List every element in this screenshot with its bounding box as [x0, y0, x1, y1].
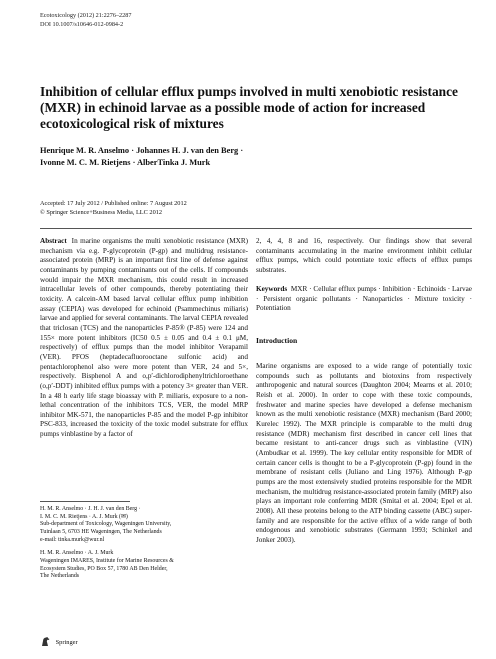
author-list — [40, 145, 370, 168]
affiliation-email: e-mail: tinka.murk@wur.nl — [40, 536, 105, 543]
introduction-text: Marine organisms are exposed to a wide range of potentially toxic compounds such as pollutants and biotoxins from respectively anthropogenic and natural sources (Daughton 2004; Mearns et al. 2010; Reish et al. 2000). In order to cope with these toxic compounds, freshwater and marine species have developed a defense mechanism known as the multi xenobiotic resistance (MXR) mechanism (Bard 2000; Kurelec 1992). The MXR principle is comparable to the multi drug resistance (MDR) mechanism first described in cancer cell lines that became resistant to anti-cancer drugs such as vinblastine (VIN) (Ambudkar et al. 1999). The key cellular entity responsible for MDR of certain cancer cells is thought to be a P-glycoprotein (P-gp) found in the membrane of resistant cells (Juliano and Ling 1976). Although P-gp pumps are the most extensively studied proteins responsible for the MDR mechanism, the multidrug resistance-associated protein family (MRP) also plays an important role conferring MDR (Smital et al. 2004; Epel et al. 2008). All these proteins belong to the ATP binding cassette (ABC) super-family and are responsible for the active efflux of a wide range of both endogenous and xenobiotic substrates (Germann 1993; Schinkel and Jonker 2003). — [256, 362, 472, 544]
affiliation-line: Wageningen IMARES, Institute for Marine Resources & — [40, 557, 174, 564]
journal-citation: Ecotoxicology (2012) 21:2276–2287 — [40, 12, 132, 19]
journal-header — [40, 12, 131, 29]
affiliation-line: H. M. R. Anselmo · J. H. J. van den Berg · — [40, 506, 141, 512]
abstract-label: Abstract — [40, 237, 67, 245]
affiliation-divider — [40, 501, 130, 502]
affiliation-line: Tuinlaan 5, 6703 HE Wageningen, The Netherlands — [40, 528, 162, 535]
page-footer — [40, 636, 472, 649]
header-divider — [40, 228, 472, 229]
doi: DOI 10.1007/s10646-012-0984-2 — [40, 20, 124, 28]
affiliation-line: I. M. C. M. Rietjens · A. J. Murk (✉) — [40, 513, 128, 520]
article-title: Inhibition of cellular efflux pumps involved in multi xenobiotic resistance (MXR) in echinoid larvae as a possible mode of action for increased ecotoxicological risk of mixtures — [40, 84, 458, 131]
authors-line-1: Henrique M. R. Anselmo · Johannes H. J. van den Berg · — [40, 146, 244, 155]
authors-line-2: Ivonne M. C. M. Rietjens · AlberTinka J. Murk — [40, 157, 211, 167]
affiliation-line: H. M. R. Anselmo · A. J. Murk — [40, 550, 114, 557]
affiliation-line: The Netherlands — [40, 573, 80, 580]
article-dates — [40, 200, 187, 217]
springer-horse-icon — [40, 636, 51, 649]
introduction-heading: Introduction — [256, 336, 298, 345]
keywords-text: MXR · Cellular efflux pumps · Inhibition · Echinoids · Larvae · Persistent organic pollutants · Nanoparticles · Mixture toxicity · Potentiation — [256, 285, 472, 313]
affiliation-line: Ecosystem Studies, PO Box 57, 1780 AB Den Helder, — [40, 565, 168, 572]
keywords-label: Keywords — [256, 285, 288, 293]
abstract-continuation-column — [256, 237, 472, 276]
abstract-continuation: 2, 4, 4, 8 and 16, respectively. Our findings show that several contaminants accumulating in the marine environment inhibit cellular efflux pumps, which could potentiate toxic effects of efflux pumps substrates. — [256, 237, 472, 274]
affiliation-line: Sub-department of Toxicology, Wageningen University, — [40, 521, 172, 528]
abstract-text: In marine organisms the multi xenobiotic resistance (MXR) mechanism via e.g. P-glycoprotein (P-gp) and multidrug resistance-associated protein (MRP) is an important first line of defense against contaminants by pumping contaminants out of the cells. If compounds would impair the MXR mechanism, this could result in increased intracellular levels of other compounds, thereby potentiating their toxicity. A calcein-AM based larval cellular efflux pump inhibition assay (CEPIA) was developed for echinoid (Psammechinus miliaris) larvae and applied for several contaminants. The larval CEPIA revealed that triclosan (TCS) and the nanoparticles P-85® (P-85) were 124 and 155× more potent inhibitors (IC50 0.5 ± 0.05 and 0.4 ± 0.1 μM, respectively) of efflux pumps than the model inhibitor Verapamil (VER). PFOS (heptadecafluorooctane sulfonic acid) and pentachlorophenol also were more potent than VER, 24 and 5×, respectively. Bisphenol A and o,p′-dichlorodiphenyltrichloroethane (o,p′-DDT) inhibited efflux pumps with a potency 3× greater than VER. In a 48 h early life stage bioassay with P. miliaris, exposure to a non-lethal concentration of the inhibitors TCS, VER, the model MRP inhibitor MK-571, the nanoparticles P-85 and the model P-gp inhibitor PSC-833, increased the toxicity of the toxic model substrate for efflux pumps vinblastine by a factor of — [40, 237, 249, 439]
accepted-published: Accepted: 17 July 2012 / Published online: 7 August 2012 — [40, 200, 187, 207]
copyright: © Springer Science+Business Media, LLC 2012 — [40, 208, 163, 216]
publisher-name: Springer — [55, 639, 78, 646]
abstract-column — [40, 237, 248, 440]
keywords — [256, 285, 472, 314]
affiliations — [40, 506, 248, 581]
introduction-column — [256, 362, 472, 545]
abstract — [40, 237, 248, 440]
